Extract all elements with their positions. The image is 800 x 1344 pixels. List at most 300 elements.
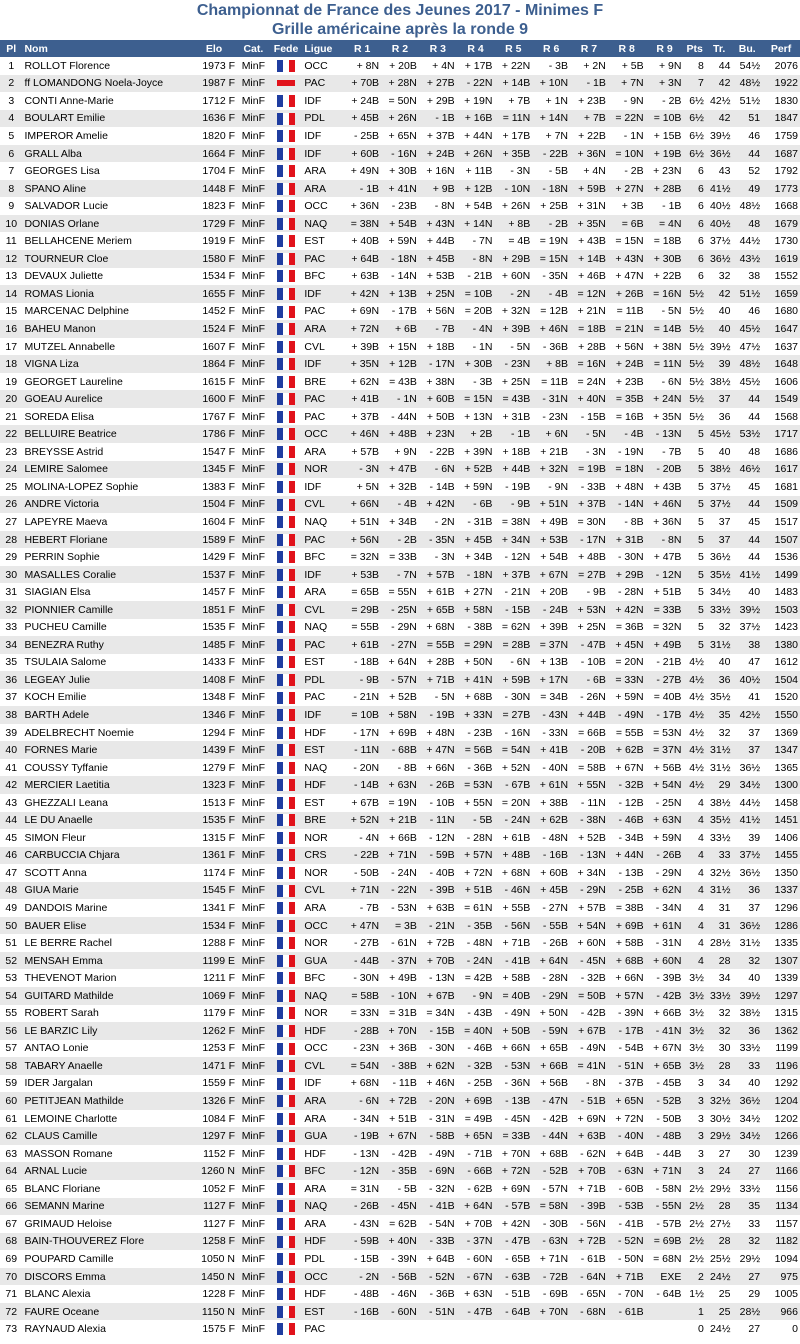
table-row xyxy=(0,619,800,637)
cell-r3: - 32N xyxy=(419,1180,457,1198)
cell-nom: SEMANN Marine xyxy=(22,1198,191,1216)
cell-r1: + 67B xyxy=(343,794,381,812)
cell-r8: + 71B xyxy=(608,1268,646,1286)
cell-pl: 40 xyxy=(0,741,22,759)
cell-r2: - 23B xyxy=(381,197,419,215)
cell-r9: + 46N xyxy=(646,496,684,514)
cell-r3: + 71B xyxy=(419,671,457,689)
cell-pts: 4½ xyxy=(683,689,705,707)
cell-pl: 27 xyxy=(0,513,22,531)
cell-r4: + 12B xyxy=(457,180,495,198)
cell-elo: 1589 F xyxy=(191,531,237,549)
cell-r4: - 67N xyxy=(457,1268,495,1286)
cell-r6: + 21B xyxy=(532,443,570,461)
cell-r6: - 43N xyxy=(532,706,570,724)
cell-r1: - 48B xyxy=(343,1285,381,1303)
cell-r1: - 23N xyxy=(343,1040,381,1058)
cell-r8: + 48N xyxy=(608,478,646,496)
cell-r7: - 56N xyxy=(570,1215,608,1233)
cell-r9: - 13N xyxy=(646,425,684,443)
cell-r8: + 23B xyxy=(608,373,646,391)
cell-r4: + 54B xyxy=(457,197,495,215)
cell-r9: + 54N xyxy=(646,776,684,794)
cell-r1: + 49N xyxy=(343,162,381,180)
cell-r7: = 18B xyxy=(570,320,608,338)
france-flag-icon xyxy=(277,1183,295,1195)
cell-tr: 33 xyxy=(706,847,733,865)
cell-nom: CONTI Anne-Marie xyxy=(22,92,191,110)
france-flag-icon xyxy=(277,1218,295,1230)
france-flag-icon xyxy=(277,393,295,405)
federation-flag-icon xyxy=(270,776,303,794)
cell-r4: - 3B xyxy=(457,373,495,391)
cell-ligue: NOR xyxy=(302,934,343,952)
cell-r7: = 41N xyxy=(570,1057,608,1075)
cell-r3: + 56N xyxy=(419,303,457,321)
cell-pl: 19 xyxy=(0,373,22,391)
france-flag-icon xyxy=(277,797,295,809)
cell-pl: 52 xyxy=(0,952,22,970)
cell-pl: 21 xyxy=(0,408,22,426)
cell-r9: - 12N xyxy=(646,566,684,584)
cell-r5: + 8B xyxy=(494,215,532,233)
cell-elo: 1664 F xyxy=(191,145,237,163)
federation-flag-icon xyxy=(270,443,303,461)
cell-r1: + 36N xyxy=(343,197,381,215)
cell-r8: = 35B xyxy=(608,390,646,408)
cell-r9: = 40B xyxy=(646,689,684,707)
cell-r5: + 14B xyxy=(494,75,532,93)
cell-perf: 1286 xyxy=(762,917,800,935)
cell-r3: + 60B xyxy=(419,390,457,408)
cell-r6: - 48N xyxy=(532,829,570,847)
cell-nom: MARCENAC Delphine xyxy=(22,303,191,321)
cell-bu: 33½ xyxy=(732,1040,762,1058)
cell-r1: - 34N xyxy=(343,1110,381,1128)
cell-r9: = 18B xyxy=(646,232,684,250)
cell-nom: GHEZZALI Leana xyxy=(22,794,191,812)
federation-flag-icon xyxy=(270,847,303,865)
cell-nom: SCOTT Anna xyxy=(22,864,191,882)
france-flag-icon xyxy=(277,955,295,967)
cell-r9: = 37N xyxy=(646,741,684,759)
cell-r2: - 39N xyxy=(381,1250,419,1268)
cell-ligue: EST xyxy=(302,794,343,812)
cell-perf: 1503 xyxy=(762,601,800,619)
cell-tr: 24½ xyxy=(706,1268,733,1286)
cell-r9: - 29N xyxy=(646,864,684,882)
cell-r6: + 13B xyxy=(532,654,570,672)
cell-cat: MinF xyxy=(237,162,270,180)
cell-r4: = 15N xyxy=(457,390,495,408)
cell-r2: - 2B xyxy=(381,531,419,549)
cell-elo: 1439 F xyxy=(191,741,237,759)
federation-flag-icon xyxy=(270,320,303,338)
cell-pl: 23 xyxy=(0,443,22,461)
cell-r6: = 11B xyxy=(532,373,570,391)
cell-bu: 34½ xyxy=(732,776,762,794)
cell-r4: + 51B xyxy=(457,882,495,900)
cell-tr: 38½ xyxy=(706,461,733,479)
cell-r4: + 14N xyxy=(457,215,495,233)
cell-r9: - 8N xyxy=(646,531,684,549)
france-flag-icon xyxy=(277,1025,295,1037)
cell-elo: 1607 F xyxy=(191,338,237,356)
cell-r2: - 60N xyxy=(381,1303,419,1321)
cell-nom: LEGEAY Julie xyxy=(22,671,191,689)
cell-r1: + 42N xyxy=(343,285,381,303)
table-row xyxy=(0,127,800,145)
cell-nom: HEBERT Floriane xyxy=(22,531,191,549)
cell-cat: MinF xyxy=(237,232,270,250)
cell-r2: + 12B xyxy=(381,355,419,373)
federation-flag-icon xyxy=(270,408,303,426)
cell-r1: + 52N xyxy=(343,812,381,830)
cell-r5: - 21N xyxy=(494,583,532,601)
cell-r3: - 54N xyxy=(419,1215,457,1233)
table-row xyxy=(0,706,800,724)
cell-r9: - 6N xyxy=(646,373,684,391)
cell-elo: 1253 F xyxy=(191,1040,237,1058)
cell-ligue: HDF xyxy=(302,1022,343,1040)
cell-perf: 1350 xyxy=(762,864,800,882)
cell-elo: 1361 F xyxy=(191,847,237,865)
cell-r1: - 9B xyxy=(343,671,381,689)
france-flag-icon xyxy=(277,832,295,844)
cell-nom: MASALLES Coralie xyxy=(22,566,191,584)
cell-elo: 1987 F xyxy=(191,75,237,93)
cell-perf: 1549 xyxy=(762,390,800,408)
cell-bu: 37½ xyxy=(732,847,762,865)
cell-r2: + 13B xyxy=(381,285,419,303)
cell-r4: - 23B xyxy=(457,724,495,742)
cell-tr: 37½ xyxy=(706,478,733,496)
cell-r1: = 10B xyxy=(343,706,381,724)
cell-r1: + 53B xyxy=(343,566,381,584)
cell-r4: + 16B xyxy=(457,110,495,128)
cell-tr: 30½ xyxy=(706,1110,733,1128)
federation-flag-icon xyxy=(270,882,303,900)
cell-tr: 35½ xyxy=(706,566,733,584)
cell-r4: - 18N xyxy=(457,566,495,584)
cell-cat: MinF xyxy=(237,917,270,935)
cell-r2: + 65N xyxy=(381,127,419,145)
cell-elo: 1767 F xyxy=(191,408,237,426)
cell-r9: + 61N xyxy=(646,917,684,935)
cell-bu: 51½ xyxy=(732,285,762,303)
cell-r9: = 16N xyxy=(646,285,684,303)
cell-r7: = 50B xyxy=(570,987,608,1005)
cell-pts: 5 xyxy=(683,636,705,654)
cell-elo: 1260 N xyxy=(191,1162,237,1180)
cell-ligue: IDF xyxy=(302,92,343,110)
table-row xyxy=(0,303,800,321)
cell-r7: + 72B xyxy=(570,1233,608,1251)
cell-r1: - 11N xyxy=(343,741,381,759)
cell-ligue: ARA xyxy=(302,1180,343,1198)
cell-r6: - 18N xyxy=(532,180,570,198)
cell-r2: = 33B xyxy=(381,548,419,566)
cell-nom: LE DU Anaelle xyxy=(22,812,191,830)
cell-bu: 28½ xyxy=(732,1303,762,1321)
federation-flag-icon xyxy=(270,478,303,496)
cell-r7: - 1B xyxy=(570,75,608,93)
cell-nom: LEMIRE Salomee xyxy=(22,461,191,479)
cell-pl: 11 xyxy=(0,232,22,250)
cell-r4: - 60N xyxy=(457,1250,495,1268)
cell-r1: + 39B xyxy=(343,338,381,356)
cell-r3: + 67B xyxy=(419,987,457,1005)
cell-r4: + 59N xyxy=(457,478,495,496)
cell-r2: + 48B xyxy=(381,425,419,443)
cell-r3: - 10B xyxy=(419,794,457,812)
france-flag-icon xyxy=(277,551,295,563)
cell-r7: - 17N xyxy=(570,531,608,549)
federation-flag-icon xyxy=(270,338,303,356)
cell-perf: 1451 xyxy=(762,812,800,830)
cell-r2: + 40N xyxy=(381,1233,419,1251)
cell-pl: 14 xyxy=(0,285,22,303)
cell-r5: = 33B xyxy=(494,1127,532,1145)
cell-perf: 1005 xyxy=(762,1285,800,1303)
cell-r7: - 26N xyxy=(570,689,608,707)
cell-tr: 37 xyxy=(706,390,733,408)
cell-r9: - 44B xyxy=(646,1145,684,1163)
cell-elo: 1820 F xyxy=(191,127,237,145)
cell-ligue: NOR xyxy=(302,864,343,882)
cell-r3: - 40B xyxy=(419,864,457,882)
cell-elo: 1174 F xyxy=(191,864,237,882)
cell-tr: 39½ xyxy=(706,338,733,356)
cell-pts: 5 xyxy=(683,531,705,549)
cell-r9: + 35N xyxy=(646,408,684,426)
cell-r7: - 15B xyxy=(570,408,608,426)
cell-pl: 43 xyxy=(0,794,22,812)
cell-perf: 1680 xyxy=(762,303,800,321)
france-flag-icon xyxy=(277,341,295,353)
cell-cat: MinF xyxy=(237,127,270,145)
cell-bu: 41½ xyxy=(732,812,762,830)
cell-r3: - 30N xyxy=(419,1040,457,1058)
france-flag-icon xyxy=(277,148,295,160)
cell-pts: 1½ xyxy=(683,1285,705,1303)
cell-r8: - 70N xyxy=(608,1285,646,1303)
cell-r4: + 26N xyxy=(457,145,495,163)
cell-r2: - 27N xyxy=(381,636,419,654)
cell-bu: 36 xyxy=(732,882,762,900)
cell-r4: + 68B xyxy=(457,689,495,707)
cell-pl: 17 xyxy=(0,338,22,356)
cell-r4: + 41N xyxy=(457,671,495,689)
cell-r5: - 19B xyxy=(494,478,532,496)
cell-r9: + 36N xyxy=(646,513,684,531)
cell-r5: + 55B xyxy=(494,899,532,917)
cell-nom: MERCIER Laetitia xyxy=(22,776,191,794)
cell-r3: - 49N xyxy=(419,1145,457,1163)
cell-ligue: IDF xyxy=(302,127,343,145)
cell-r9: - 41N xyxy=(646,1022,684,1040)
cell-ligue: NAQ xyxy=(302,987,343,1005)
france-flag-icon xyxy=(277,902,295,914)
cell-r4: + 13N xyxy=(457,408,495,426)
cell-pl: 56 xyxy=(0,1022,22,1040)
cell-tr: 31 xyxy=(706,899,733,917)
france-flag-icon xyxy=(277,849,295,861)
cell-r6: - 72B xyxy=(532,1268,570,1286)
cell-cat: MinF xyxy=(237,145,270,163)
cell-pl: 34 xyxy=(0,636,22,654)
cell-r4: - 43B xyxy=(457,1005,495,1023)
cell-r5: - 30N xyxy=(494,689,532,707)
cell-tr: 38½ xyxy=(706,794,733,812)
cell-r6: + 41B xyxy=(532,741,570,759)
cell-pl: 57 xyxy=(0,1040,22,1058)
cell-r7: - 29N xyxy=(570,882,608,900)
cell-r3: = 34N xyxy=(419,1005,457,1023)
cell-nom: MUTZEL Annabelle xyxy=(22,338,191,356)
cell-r7: = 19B xyxy=(570,461,608,479)
cell-pl: 6 xyxy=(0,145,22,163)
cell-cat: MinF xyxy=(237,215,270,233)
cell-r5: - 2N xyxy=(494,285,532,303)
cell-r8: = 21N xyxy=(608,320,646,338)
cell-ligue: ARA xyxy=(302,899,343,917)
cell-r6: - 30B xyxy=(532,1215,570,1233)
cell-nom: IDER Jargalan xyxy=(22,1075,191,1093)
cell-tr: 40½ xyxy=(706,215,733,233)
cell-r7: - 13N xyxy=(570,847,608,865)
cell-r2: + 41N xyxy=(381,180,419,198)
table-row xyxy=(0,1075,800,1093)
cell-r7: + 22B xyxy=(570,127,608,145)
cell-pts: 7 xyxy=(683,75,705,93)
cell-r4: = 20B xyxy=(457,303,495,321)
federation-flag-icon xyxy=(270,548,303,566)
cell-r2: - 17B xyxy=(381,303,419,321)
cell-r8: - 60B xyxy=(608,1180,646,1198)
cell-bu: 44 xyxy=(732,548,762,566)
cell-elo: 1729 F xyxy=(191,215,237,233)
cell-r2: + 52B xyxy=(381,689,419,707)
cell-r3: - 12N xyxy=(419,829,457,847)
france-flag-icon xyxy=(277,113,295,125)
cell-r2: + 66B xyxy=(381,829,419,847)
cell-tr: 32½ xyxy=(706,1092,733,1110)
cell-pts: 6 xyxy=(683,180,705,198)
cell-r6: - 57N xyxy=(532,1180,570,1198)
cell-r4: - 46B xyxy=(457,1040,495,1058)
cell-perf: 1406 xyxy=(762,829,800,847)
table-row xyxy=(0,145,800,163)
cell-nom: DONIAS Orlane xyxy=(22,215,191,233)
cell-r6: = 19N xyxy=(532,232,570,250)
table-row xyxy=(0,1005,800,1023)
cell-r1: + 5N xyxy=(343,478,381,496)
cell-ligue: NOR xyxy=(302,829,343,847)
cell-r2: + 15N xyxy=(381,338,419,356)
cell-elo: 1452 F xyxy=(191,303,237,321)
cell-r5: + 68N xyxy=(494,864,532,882)
cell-r8: = 6B xyxy=(608,215,646,233)
cell-r5: + 37B xyxy=(494,566,532,584)
cell-pts: 5½ xyxy=(683,320,705,338)
cell-r6: - 29N xyxy=(532,987,570,1005)
cell-r5: + 66N xyxy=(494,1040,532,1058)
cell-r6: + 10N xyxy=(532,75,570,93)
cell-r3: - 6N xyxy=(419,461,457,479)
cell-cat: MinF xyxy=(237,1005,270,1023)
cell-elo: 1535 F xyxy=(191,619,237,637)
cell-tr: 32 xyxy=(706,619,733,637)
cell-r8: - 61B xyxy=(608,1303,646,1321)
cell-tr: 25 xyxy=(706,1285,733,1303)
cell-r8: - 17B xyxy=(608,1022,646,1040)
cell-r8: - 14N xyxy=(608,496,646,514)
cell-r1: - 4N xyxy=(343,829,381,847)
cell-elo: 1580 F xyxy=(191,250,237,268)
cell-nom: SIAGIAN Elsa xyxy=(22,583,191,601)
table-row xyxy=(0,496,800,514)
cell-r5: + 60N xyxy=(494,268,532,286)
cell-bu: 44 xyxy=(732,496,762,514)
cell-perf: 1339 xyxy=(762,969,800,987)
cell-r9: = 10B xyxy=(646,110,684,128)
cell-r9: + 9N xyxy=(646,57,684,75)
cell-tr: 28 xyxy=(706,952,733,970)
cell-r4: + 63N xyxy=(457,1285,495,1303)
cell-r9: + 56B xyxy=(646,759,684,777)
federation-flag-icon xyxy=(270,952,303,970)
cell-r2: - 46N xyxy=(381,1285,419,1303)
cell-r4: - 62B xyxy=(457,1180,495,1198)
cell-r5: + 71B xyxy=(494,934,532,952)
cell-r6: - 55B xyxy=(532,917,570,935)
cell-perf: 1499 xyxy=(762,566,800,584)
cell-ligue: NAQ xyxy=(302,513,343,531)
federation-flag-icon xyxy=(270,57,303,75)
cell-r4: - 31B xyxy=(457,513,495,531)
cell-r7: + 25N xyxy=(570,619,608,637)
cell-cat: MinF xyxy=(237,303,270,321)
cell-r8: = 16B xyxy=(608,408,646,426)
cell-nom: PERRIN Sophie xyxy=(22,548,191,566)
cell-ligue: ARA xyxy=(302,180,343,198)
cell-perf: 1687 xyxy=(762,145,800,163)
cell-pl: 41 xyxy=(0,759,22,777)
cell-r5: = 54N xyxy=(494,741,532,759)
cell-ligue: NOR xyxy=(302,1005,343,1023)
cell-r7: - 9B xyxy=(570,583,608,601)
federation-flag-icon xyxy=(270,1040,303,1058)
cell-r4: - 37N xyxy=(457,1233,495,1251)
cell-r2: - 10N xyxy=(381,987,419,1005)
cell-ligue: EST xyxy=(302,741,343,759)
cell-bu: 29½ xyxy=(732,1250,762,1268)
cell-r2: + 20B xyxy=(381,57,419,75)
table-row xyxy=(0,566,800,584)
cell-nom: TABARY Anaelle xyxy=(22,1057,191,1075)
cell-ligue: PAC xyxy=(302,303,343,321)
cell-r7: = 24N xyxy=(570,373,608,391)
france-flag-icon xyxy=(277,656,295,668)
cell-r2: + 59N xyxy=(381,232,419,250)
cell-r7: + 2N xyxy=(570,57,608,75)
cell-perf: 1792 xyxy=(762,162,800,180)
cell-r8: = 55B xyxy=(608,724,646,742)
cell-r8: + 72N xyxy=(608,1110,646,1128)
cell-r4: - 36B xyxy=(457,759,495,777)
table-row xyxy=(0,1233,800,1251)
